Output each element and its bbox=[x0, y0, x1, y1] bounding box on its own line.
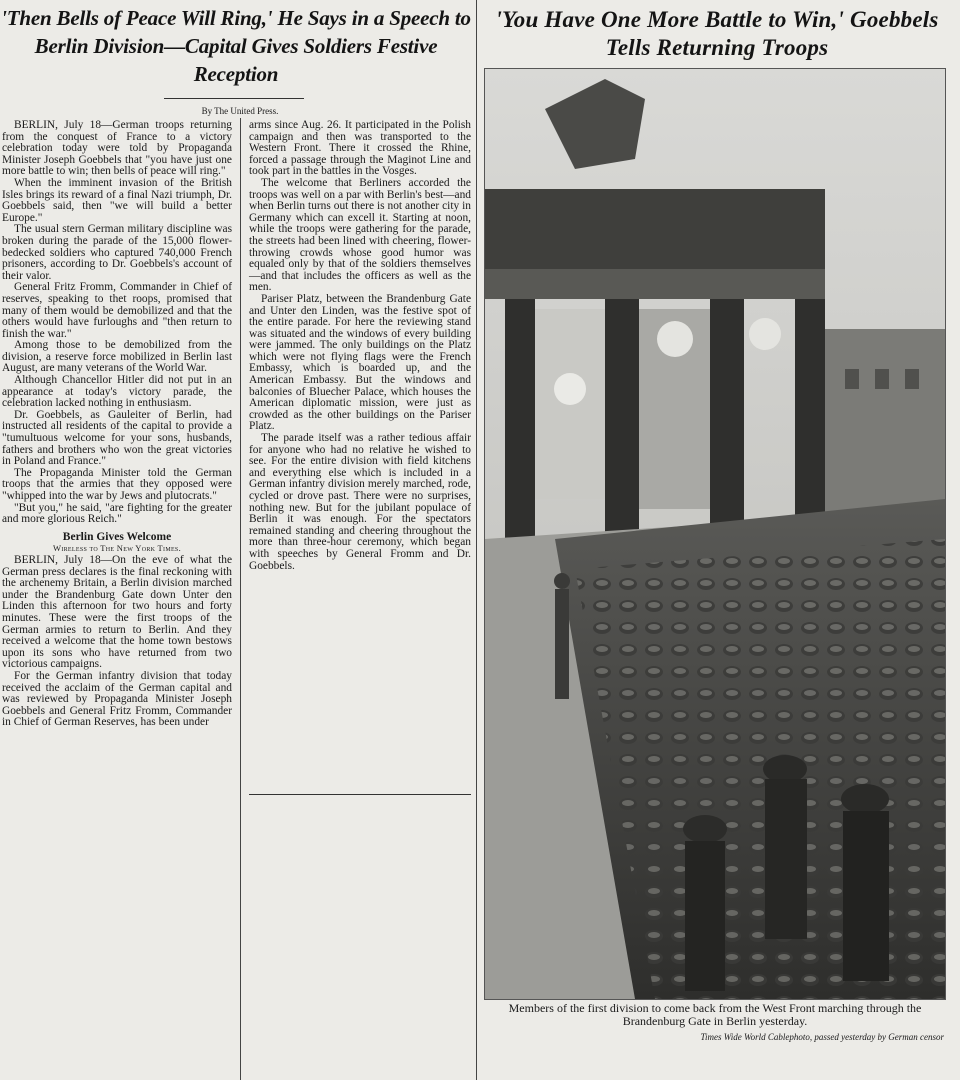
photo-caption: Members of the first division to come back from the West Front marching through the Brandenburg Gate in Berlin yesterday. bbox=[508, 1001, 922, 1028]
photo-credit: Times Wide World Cablephoto, passed yesterday by German censor bbox=[700, 1032, 944, 1042]
photo-illustration bbox=[485, 69, 945, 999]
paragraph: The welcome that Berliners accorded the troops was well on a par with Berlin's best—and when Berlin turns out there is not another city in Germany which can excell it. Starting at noon, while the troops were gathering for the parade, the streets had been lined with cheering, flower-throwing crowds whose good humor was equaled only by that of the soldiers themselves—and that includes the officers as well as the men. bbox=[249, 176, 471, 294]
paragraph: Among those to be demobilized from the division, a reserve force mobilized in Berlin last August, are many veterans of the World War. bbox=[2, 339, 232, 375]
left-headline: 'Then Bells of Peace Will Ring,' He Says in a Speech to Berlin Division—Capital Gives Soldiers Festive Reception bbox=[1, 6, 471, 86]
article-column-1 bbox=[2, 120, 232, 729]
column-rule-right bbox=[476, 0, 477, 1080]
paragraph: When the imminent invasion of the British Isles brings its reward of a final Nazi triumph, Dr. Goebbels said, then "we will build a better Europe." bbox=[2, 176, 232, 224]
paragraph: General Fritz Fromm, Commander in Chief of reserves, speaking to thet roops, promised that many of them would be demobilized and that the others would have furloughs and "then return to finish the war." bbox=[2, 281, 232, 340]
paragraph: For the German infantry division that today received the acclaim of the German capital and was reviewed by Propaganda Minister Joseph Goebbels and General Fritz Fromm, Commander in Chief of German Reserves, has been under bbox=[2, 669, 232, 729]
column-rule-middle bbox=[240, 118, 241, 1080]
paragraph: BERLIN, July 18—On the eve of what the German press declares is the final reckoning with the archenemy Britain, a Berlin division marched under the Brandenburg Gate down Unter den Linden this afternoon for two hours and forty minutes. These were the first troops of the German armies to return to Berlin. And they received a welcome that the home town bestows upon its sons who have returned from two victorious campaigns. bbox=[2, 553, 232, 671]
byline: By The United Press. bbox=[201, 106, 279, 116]
subhead-credit: Wireless to The New York Times. bbox=[53, 543, 181, 554]
article-column-2 bbox=[249, 120, 471, 572]
headline-divider bbox=[164, 98, 304, 99]
paragraph: The parade itself was a rather tedious affair for anyone who had no relative he wished to see. For the entire division with field kitchens and everything else which is included in a German infantry division merely marched, rode, cycled or drove past. There were no surprises, nothing new. But for the jubilant populace of Berlin it was enough. For the spectators remained standing and cheering throughout the more than three-hour ceremony, which began with speeches by General Fromm and Dr. Goebbels. bbox=[249, 432, 471, 572]
paragraph: Dr. Goebbels, as Gauleiter of Berlin, had instructed all residents of the capital to provide a "tumultuous welcome for your sons, husbands, fathers and brothers who won the great victories in Poland and France." bbox=[2, 408, 232, 468]
paragraph: "But you," he said, "are fighting for the greater and more glorious Reich." bbox=[2, 501, 232, 526]
paragraph: Pariser Platz, between the Brandenburg Gate and Unter den Linden, was the festive spot of the entire parade. For here the reviewing stand was situated and the windows of every building were jammed. The only buildings on the Platz which were not flying flags were the French Embassy, which is boarded up, and the American Embassy. But the windows and balconies of Bluecher Palace, which houses the American diplomatic mission, were just as crowded as the other buildings on the Pariser Platz. bbox=[249, 292, 471, 433]
subhead: Berlin Gives Welcome bbox=[62, 530, 172, 543]
paragraph: Although Chancellor Hitler did not put in an appearance at today's victory parade, the celebration lacked nothing in enthusiasm. bbox=[2, 374, 232, 410]
right-headline: 'You Have One More Battle to Win,' Goebbels Tells Returning Troops bbox=[495, 7, 939, 60]
article-end-rule bbox=[249, 794, 471, 795]
paragraph: The usual stern German military discipline was broken during the parade of the 15,000 flower-bedecked soldiers who captured 740,000 French prisoners, according to Dr. Goebbels's account of their valor. bbox=[2, 223, 232, 282]
brandenburg-gate-photo bbox=[484, 68, 946, 1000]
paragraph: arms since Aug. 26. It participated in the Polish campaign and then was transported to the Western Front. There it crossed the Rhine, forced a passage through the Maginot Line and took part in the battles in the Vosges. bbox=[249, 119, 471, 178]
paragraph: BERLIN, July 18—German troops returning from the conquest of France to a victory celebration today were told by Propaganda Minister Joseph Goebbels that "you have just one more battle to win; then bells of peace will ring." bbox=[2, 119, 232, 178]
paragraph: The Propaganda Minister told the German troops that the armies that they opposed were "whipped into the war by Jews and plutocrats." bbox=[2, 466, 232, 502]
